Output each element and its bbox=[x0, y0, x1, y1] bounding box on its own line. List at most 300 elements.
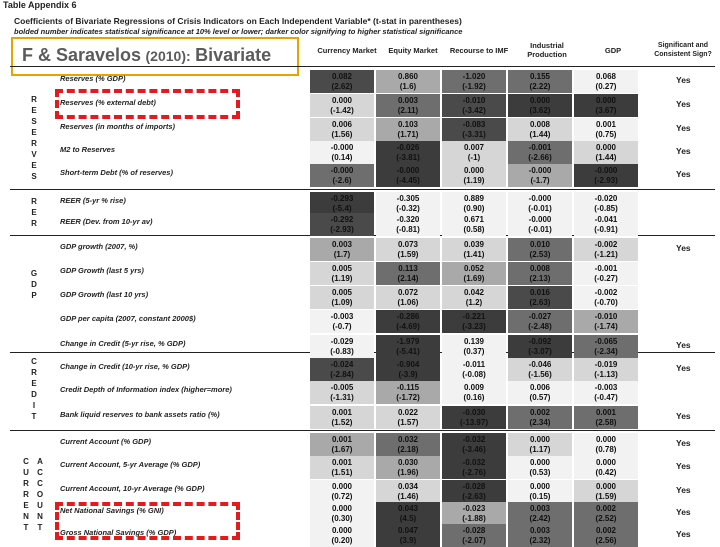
coefficient-value: -0.092 bbox=[528, 337, 552, 346]
row-label: REER (Dev. from 10-yr av) bbox=[60, 217, 153, 226]
coefficient-cell bbox=[442, 238, 506, 261]
t-stat-value: (1.19) bbox=[463, 176, 485, 185]
coefficient-value: 0.006 bbox=[331, 120, 353, 129]
row-label: Current Account, 5-yr Average (% GDP) bbox=[60, 460, 201, 469]
t-stat-value: (3.9) bbox=[399, 536, 417, 545]
t-stat-value: (2.34) bbox=[529, 418, 551, 427]
coefficient-cell bbox=[376, 524, 440, 547]
coefficient-cell bbox=[442, 335, 506, 358]
coefficient-value: 0.034 bbox=[397, 482, 419, 491]
coefficient-cell bbox=[574, 141, 638, 164]
coefficient-cell bbox=[574, 524, 638, 547]
coefficient-cell bbox=[442, 310, 506, 333]
coefficient-value: -0.083 bbox=[462, 120, 486, 129]
coefficient-cell bbox=[574, 456, 638, 479]
coefficient-value: -0.000 bbox=[528, 166, 552, 175]
coefficient-cell bbox=[376, 70, 440, 93]
coefficient-value: 0.139 bbox=[463, 337, 485, 346]
row-label: Gross National Savings (% GDP) bbox=[60, 528, 177, 537]
coefficient-cell bbox=[376, 94, 440, 117]
t-stat-value: (-1.74) bbox=[594, 322, 618, 331]
t-stat-value: (-0.08) bbox=[462, 370, 486, 379]
t-stat-value: (1.7) bbox=[333, 250, 351, 259]
t-stat-value: (0.30) bbox=[331, 514, 353, 523]
coefficient-cell bbox=[376, 406, 440, 429]
t-stat-value: (1.44) bbox=[595, 153, 617, 162]
t-stat-value: (1.56) bbox=[331, 130, 353, 139]
coefficient-value: 0.000 bbox=[595, 96, 617, 105]
t-stat-value: (-5.41) bbox=[396, 347, 420, 356]
t-stat-value: (2.58) bbox=[595, 418, 617, 427]
coefficient-cell bbox=[310, 456, 374, 479]
coefficient-cell bbox=[574, 286, 638, 309]
coefficient-cell bbox=[376, 262, 440, 285]
coefficient-value: 0.072 bbox=[397, 288, 419, 297]
t-stat-value: (0.75) bbox=[595, 130, 617, 139]
t-stat-value: (-0.83) bbox=[330, 347, 354, 356]
significance-flag: Yes bbox=[676, 461, 691, 471]
coefficient-cell bbox=[442, 433, 506, 456]
coefficient-value: 0.000 bbox=[529, 458, 551, 467]
coefficient-value: -0.000 bbox=[330, 143, 354, 152]
t-stat-value: (0.14) bbox=[331, 153, 353, 162]
coefficient-value: -0.011 bbox=[462, 360, 486, 369]
row-label: Change in Credit (5-yr rise, % GDP) bbox=[60, 339, 186, 348]
coefficient-cell bbox=[574, 164, 638, 187]
coefficient-value: 0.068 bbox=[595, 72, 617, 81]
coefficient-cell bbox=[376, 141, 440, 164]
coefficient-value: 0.016 bbox=[529, 288, 551, 297]
t-stat-value: (3.62) bbox=[529, 106, 551, 115]
t-stat-value: (1.09) bbox=[331, 298, 353, 307]
significance-flag: Yes bbox=[676, 169, 691, 179]
significance-flag: Yes bbox=[676, 507, 691, 517]
coefficient-value: -0.003 bbox=[594, 383, 618, 392]
t-stat-value: (0.27) bbox=[595, 82, 617, 91]
coefficient-cell bbox=[574, 70, 638, 93]
coefficient-value: 0.860 bbox=[397, 72, 419, 81]
t-stat-value: (-3.07) bbox=[528, 347, 552, 356]
coefficient-cell bbox=[508, 406, 572, 429]
coefficient-value: 0.003 bbox=[397, 96, 419, 105]
coefficient-cell bbox=[508, 433, 572, 456]
t-stat-value: (1.96) bbox=[397, 468, 419, 477]
coefficient-cell bbox=[508, 286, 572, 309]
group-label-gdp: G D P bbox=[30, 269, 38, 300]
coefficient-cell bbox=[442, 94, 506, 117]
coefficient-value: 0.001 bbox=[331, 435, 353, 444]
coefficient-value: -0.010 bbox=[594, 312, 618, 321]
coefficient-value: -0.001 bbox=[528, 143, 552, 152]
t-stat-value: (1.2) bbox=[465, 298, 483, 307]
t-stat-value: (1.59) bbox=[397, 250, 419, 259]
column-header: Industrial Production bbox=[527, 41, 567, 59]
coefficient-value: -0.024 bbox=[330, 360, 354, 369]
coefficient-value: 0.009 bbox=[463, 383, 485, 392]
coefficient-value: 0.671 bbox=[463, 215, 485, 224]
row-label: Reserves (% external debt) bbox=[60, 98, 156, 107]
coefficient-value: -0.046 bbox=[528, 360, 552, 369]
coefficient-value: 0.039 bbox=[463, 240, 485, 249]
t-stat-value: (-0.32) bbox=[396, 204, 420, 213]
t-stat-value: (0.42) bbox=[595, 468, 617, 477]
coefficient-cell bbox=[310, 141, 374, 164]
coefficient-value: 0.000 bbox=[529, 482, 551, 491]
coefficient-cell bbox=[574, 118, 638, 141]
row-label: M2 to Reserves bbox=[60, 145, 116, 154]
t-stat-value: (3.67) bbox=[595, 106, 617, 115]
t-stat-value: (-4.69) bbox=[396, 322, 420, 331]
t-stat-value: (2.53) bbox=[529, 250, 551, 259]
coefficient-value: 0.007 bbox=[463, 143, 485, 152]
t-stat-value: (1.51) bbox=[331, 468, 353, 477]
t-stat-value: (-1.88) bbox=[462, 514, 486, 523]
coefficient-cell bbox=[508, 480, 572, 503]
t-stat-value: (-4.45) bbox=[396, 176, 420, 185]
t-stat-value: (-3.46) bbox=[462, 445, 486, 454]
coefficient-value: 0.006 bbox=[529, 383, 551, 392]
coefficient-cell bbox=[310, 213, 374, 236]
coefficient-cell bbox=[376, 118, 440, 141]
coefficient-value: 0.003 bbox=[331, 240, 353, 249]
coefficient-value: -0.029 bbox=[330, 337, 354, 346]
t-stat-value: (-3.81) bbox=[396, 153, 420, 162]
coefficient-cell bbox=[442, 381, 506, 404]
t-stat-value: (2.63) bbox=[529, 298, 551, 307]
t-stat-value: (2.32) bbox=[529, 536, 551, 545]
coefficient-value: 0.000 bbox=[595, 458, 617, 467]
row-label: GDP Growth (last 5 yrs) bbox=[60, 266, 144, 275]
highlight-box-national-savings bbox=[55, 502, 240, 540]
coefficient-cell bbox=[310, 192, 374, 215]
coefficient-cell bbox=[442, 262, 506, 285]
row-label: Bank liquid reserves to bank assets ratio (%) bbox=[60, 410, 220, 419]
significance-flag: Yes bbox=[676, 485, 691, 495]
significance-flag: Yes bbox=[676, 438, 691, 448]
coefficient-cell bbox=[508, 238, 572, 261]
t-stat-value: (-2.93) bbox=[594, 176, 618, 185]
t-stat-value: (2.42) bbox=[529, 514, 551, 523]
coefficient-cell bbox=[376, 310, 440, 333]
row-label: Current Account (% GDP) bbox=[60, 437, 151, 446]
significance-flag: Yes bbox=[676, 75, 691, 85]
coefficient-value: -0.041 bbox=[594, 215, 618, 224]
coefficient-value: -0.026 bbox=[396, 143, 420, 152]
coefficient-value: -0.292 bbox=[330, 215, 354, 224]
t-stat-value: (-0.01) bbox=[528, 225, 552, 234]
coefficient-cell bbox=[574, 310, 638, 333]
coefficient-value: -0.028 bbox=[462, 482, 486, 491]
column-header-row bbox=[305, 36, 720, 66]
coefficient-cell bbox=[442, 118, 506, 141]
coefficient-value: 0.047 bbox=[397, 526, 419, 535]
coefficient-cell bbox=[574, 406, 638, 429]
t-stat-value: (2.62) bbox=[331, 82, 353, 91]
t-stat-value: (0.72) bbox=[331, 492, 353, 501]
coefficient-cell bbox=[508, 335, 572, 358]
coefficient-value: 0.001 bbox=[595, 120, 617, 129]
coefficient-value: -0.010 bbox=[462, 96, 486, 105]
coefficient-cell bbox=[508, 358, 572, 381]
t-stat-value: (1.57) bbox=[397, 418, 419, 427]
coefficient-value: -0.023 bbox=[462, 504, 486, 513]
coefficient-cell bbox=[376, 480, 440, 503]
coefficient-value: 0.000 bbox=[331, 482, 353, 491]
coefficient-cell bbox=[442, 164, 506, 187]
coefficient-value: -0.320 bbox=[396, 215, 420, 224]
coefficient-value: -0.000 bbox=[594, 166, 618, 175]
coefficient-value: 0.103 bbox=[397, 120, 419, 129]
coefficient-value: -0.065 bbox=[594, 337, 618, 346]
coefficient-cell bbox=[574, 213, 638, 236]
coefficient-value: -0.001 bbox=[594, 264, 618, 273]
t-stat-value: (2.22) bbox=[529, 82, 551, 91]
coefficient-cell bbox=[310, 358, 374, 381]
significance-flag: Yes bbox=[676, 411, 691, 421]
coefficient-value: 0.113 bbox=[398, 264, 418, 273]
header-rule bbox=[10, 66, 715, 67]
coefficient-grid bbox=[310, 68, 640, 545]
coefficient-cell bbox=[574, 192, 638, 215]
row-label: Current Account, 10-yr Average (% GDP) bbox=[60, 484, 205, 493]
t-stat-value: (1.59) bbox=[595, 492, 617, 501]
coefficient-value: 0.082 bbox=[331, 72, 353, 81]
group-label-current: C U R R E N T bbox=[23, 457, 29, 532]
column-header: Currency Market bbox=[317, 45, 377, 55]
coefficient-value: 0.000 bbox=[463, 166, 485, 175]
t-stat-value: (2.18) bbox=[397, 445, 419, 454]
t-stat-value: (1.52) bbox=[331, 418, 353, 427]
significance-flag: Yes bbox=[676, 340, 691, 350]
t-stat-value: (0.16) bbox=[463, 393, 485, 402]
row-label: GDP growth (2007, %) bbox=[60, 242, 138, 251]
coefficient-value: -0.221 bbox=[462, 312, 486, 321]
coefficient-value: 0.000 bbox=[529, 96, 551, 105]
coefficient-cell bbox=[310, 406, 374, 429]
t-stat-value: (4.5) bbox=[399, 514, 417, 523]
coefficient-value: -0.020 bbox=[594, 194, 618, 203]
t-stat-value: (1.67) bbox=[331, 445, 353, 454]
coefficient-value: -0.115 bbox=[396, 383, 420, 392]
coefficient-value: 0.002 bbox=[595, 526, 617, 535]
t-stat-value: (-2.6) bbox=[332, 176, 352, 185]
coefficient-cell bbox=[508, 141, 572, 164]
coefficient-value: -0.005 bbox=[330, 383, 354, 392]
coefficient-value: 0.030 bbox=[397, 458, 419, 467]
t-stat-value: (-1.21) bbox=[594, 250, 618, 259]
row-label: Reserves (% GDP) bbox=[60, 74, 126, 83]
t-stat-value: (1.41) bbox=[463, 250, 485, 259]
t-stat-value: (-0.47) bbox=[594, 393, 618, 402]
t-stat-value: (1.6) bbox=[399, 82, 417, 91]
t-stat-value: (-0.7) bbox=[332, 322, 352, 331]
t-stat-value: (-1.72) bbox=[396, 393, 420, 402]
coefficient-cell bbox=[508, 213, 572, 236]
coefficient-cell bbox=[442, 286, 506, 309]
significance-flag: Yes bbox=[676, 363, 691, 373]
group-label-credit: C R E D I T bbox=[31, 357, 37, 421]
coefficient-cell bbox=[442, 406, 506, 429]
coefficient-cell bbox=[442, 141, 506, 164]
coefficient-cell bbox=[310, 70, 374, 93]
coefficient-value: 0.005 bbox=[331, 288, 353, 297]
coefficient-value: -0.028 bbox=[462, 526, 486, 535]
significance-flag: Yes bbox=[676, 99, 691, 109]
coefficient-value: -0.032 bbox=[462, 458, 486, 467]
t-stat-value: (0.58) bbox=[463, 225, 485, 234]
row-label: Change in Credit (10-yr rise, % GDP) bbox=[60, 362, 190, 371]
t-stat-value: (-2.63) bbox=[462, 492, 486, 501]
coefficient-value: 0.001 bbox=[595, 408, 617, 417]
row-label: REER (5-yr % rise) bbox=[60, 196, 126, 205]
column-header: GDP bbox=[604, 45, 622, 55]
coefficient-cell bbox=[376, 358, 440, 381]
coefficient-cell bbox=[508, 192, 572, 215]
t-stat-value: (-2.84) bbox=[330, 370, 354, 379]
coefficient-cell bbox=[310, 310, 374, 333]
coefficient-value: 0.002 bbox=[595, 504, 617, 513]
coefficient-cell bbox=[508, 164, 572, 187]
significance-flag: Yes bbox=[676, 243, 691, 253]
coefficient-value: -0.019 bbox=[594, 360, 618, 369]
coefficient-cell bbox=[310, 286, 374, 309]
coefficient-value: 0.003 bbox=[529, 504, 551, 513]
t-stat-value: (-5.4) bbox=[332, 204, 352, 213]
coefficient-value: -0.904 bbox=[396, 360, 420, 369]
coefficient-value: 0.022 bbox=[397, 408, 419, 417]
coefficient-cell bbox=[508, 456, 572, 479]
coefficient-value: 0.003 bbox=[529, 526, 551, 535]
t-stat-value: (1.71) bbox=[397, 130, 419, 139]
appendix-title: Table Appendix 6 bbox=[3, 0, 77, 10]
coefficient-cell bbox=[508, 381, 572, 404]
t-stat-value: (-0.01) bbox=[528, 204, 552, 213]
t-stat-value: (-3.42) bbox=[462, 106, 486, 115]
coefficient-value: -1.020 bbox=[462, 72, 486, 81]
t-stat-value: (1.69) bbox=[463, 274, 485, 283]
coefficient-value: 0.010 bbox=[529, 240, 551, 249]
t-stat-value: (0.78) bbox=[595, 445, 617, 454]
t-stat-value: (-0.85) bbox=[594, 204, 618, 213]
significance-flag: Yes bbox=[676, 146, 691, 156]
slide-title-box bbox=[11, 37, 299, 76]
coefficient-cell bbox=[310, 502, 374, 525]
coefficient-value: 0.000 bbox=[595, 435, 617, 444]
coefficient-cell bbox=[376, 238, 440, 261]
coefficient-cell bbox=[310, 381, 374, 404]
coefficient-value: 0.032 bbox=[397, 435, 419, 444]
coefficient-value: -0.032 bbox=[462, 435, 486, 444]
group-label-reserves: R E S E R V E S bbox=[31, 95, 37, 181]
t-stat-value: (1.06) bbox=[397, 298, 419, 307]
coefficient-cell bbox=[574, 238, 638, 261]
coefficient-cell bbox=[508, 70, 572, 93]
t-stat-value: (-1.31) bbox=[330, 393, 354, 402]
coefficient-cell bbox=[310, 433, 374, 456]
coefficient-value: 0.000 bbox=[331, 504, 353, 513]
coefficient-cell bbox=[442, 502, 506, 525]
t-stat-value: (-2.93) bbox=[330, 225, 354, 234]
coefficient-cell bbox=[508, 310, 572, 333]
coefficient-value: 0.008 bbox=[529, 120, 551, 129]
coefficient-cell bbox=[442, 480, 506, 503]
t-stat-value: (-13.97) bbox=[459, 418, 488, 427]
t-stat-value: (1.46) bbox=[397, 492, 419, 501]
coefficient-cell bbox=[574, 433, 638, 456]
coefficient-value: -0.002 bbox=[594, 240, 618, 249]
row-label: Credit Depth of Information index (higher=more) bbox=[60, 385, 232, 394]
t-stat-value: (-0.27) bbox=[594, 274, 618, 283]
t-stat-value: (0.57) bbox=[529, 393, 551, 402]
t-stat-value: (-2.07) bbox=[462, 536, 486, 545]
coefficient-cell bbox=[376, 335, 440, 358]
t-stat-value: (-1.7) bbox=[530, 176, 550, 185]
coefficient-cell bbox=[310, 524, 374, 547]
highlight-box-reserves-external-debt bbox=[55, 89, 240, 119]
coefficient-cell bbox=[508, 502, 572, 525]
t-stat-value: (1.44) bbox=[529, 130, 551, 139]
t-stat-value: (0.15) bbox=[529, 492, 551, 501]
column-header: Equity Market bbox=[388, 45, 438, 55]
coefficient-cell bbox=[508, 524, 572, 547]
t-stat-value: (-0.91) bbox=[594, 225, 618, 234]
coefficient-value: 0.052 bbox=[463, 264, 485, 273]
coefficient-value: -0.002 bbox=[594, 288, 618, 297]
table-note: bolded number indicates statistical significance at 10% level or lower; darker color signifying to higher statistical significance bbox=[14, 27, 463, 36]
slide-title-main: F & Saravelos bbox=[22, 45, 142, 65]
coefficient-value: -0.000 bbox=[330, 166, 354, 175]
coefficient-value: -0.000 bbox=[396, 166, 420, 175]
coefficient-cell bbox=[508, 118, 572, 141]
t-stat-value: (1.19) bbox=[331, 274, 353, 283]
coefficient-value: 0.000 bbox=[331, 526, 353, 535]
t-stat-value: (0.53) bbox=[529, 468, 551, 477]
column-header: Significant and Consistent Sign? bbox=[654, 42, 712, 58]
coefficient-value: -0.293 bbox=[330, 194, 354, 203]
coefficient-cell bbox=[376, 286, 440, 309]
coefficient-cell bbox=[376, 502, 440, 525]
coefficient-cell bbox=[574, 94, 638, 117]
t-stat-value: (-1) bbox=[467, 153, 481, 162]
coefficient-cell bbox=[442, 192, 506, 215]
coefficient-cell bbox=[376, 164, 440, 187]
coefficient-cell bbox=[442, 456, 506, 479]
coefficient-value: 0.042 bbox=[463, 288, 485, 297]
group-label-rer: R E R bbox=[31, 197, 37, 228]
coefficient-cell bbox=[442, 358, 506, 381]
t-stat-value: (2.14) bbox=[397, 274, 419, 283]
t-stat-value: (-2.34) bbox=[594, 347, 618, 356]
group-label-account: A C C O U N T bbox=[36, 457, 44, 532]
coefficient-cell bbox=[376, 213, 440, 236]
t-stat-value: (-0.81) bbox=[396, 225, 420, 234]
row-label: Short-term Debt (% of reserves) bbox=[60, 168, 173, 177]
t-stat-value: (-2.76) bbox=[462, 468, 486, 477]
row-label: GDP Growth (last 10 yrs) bbox=[60, 290, 149, 299]
row-label: GDP per capita (2007, constant 2000$) bbox=[60, 314, 196, 323]
t-stat-value: (-3.31) bbox=[462, 130, 486, 139]
coefficient-cell bbox=[574, 335, 638, 358]
row-label: Reserves (in months of imports) bbox=[60, 122, 176, 131]
column-header: Recourse to IMF bbox=[449, 45, 509, 55]
coefficient-cell bbox=[574, 480, 638, 503]
coefficient-cell bbox=[310, 94, 374, 117]
coefficient-value: -0.286 bbox=[396, 312, 420, 321]
coefficient-value: 0.000 bbox=[529, 435, 551, 444]
table-subtitle: Coefficients of Bivariate Regressions of Crisis Indicators on Each Independent Variable* (t-stat in parentheses) bbox=[14, 16, 462, 26]
coefficient-value: -1.979 bbox=[396, 337, 420, 346]
coefficient-cell bbox=[508, 94, 572, 117]
